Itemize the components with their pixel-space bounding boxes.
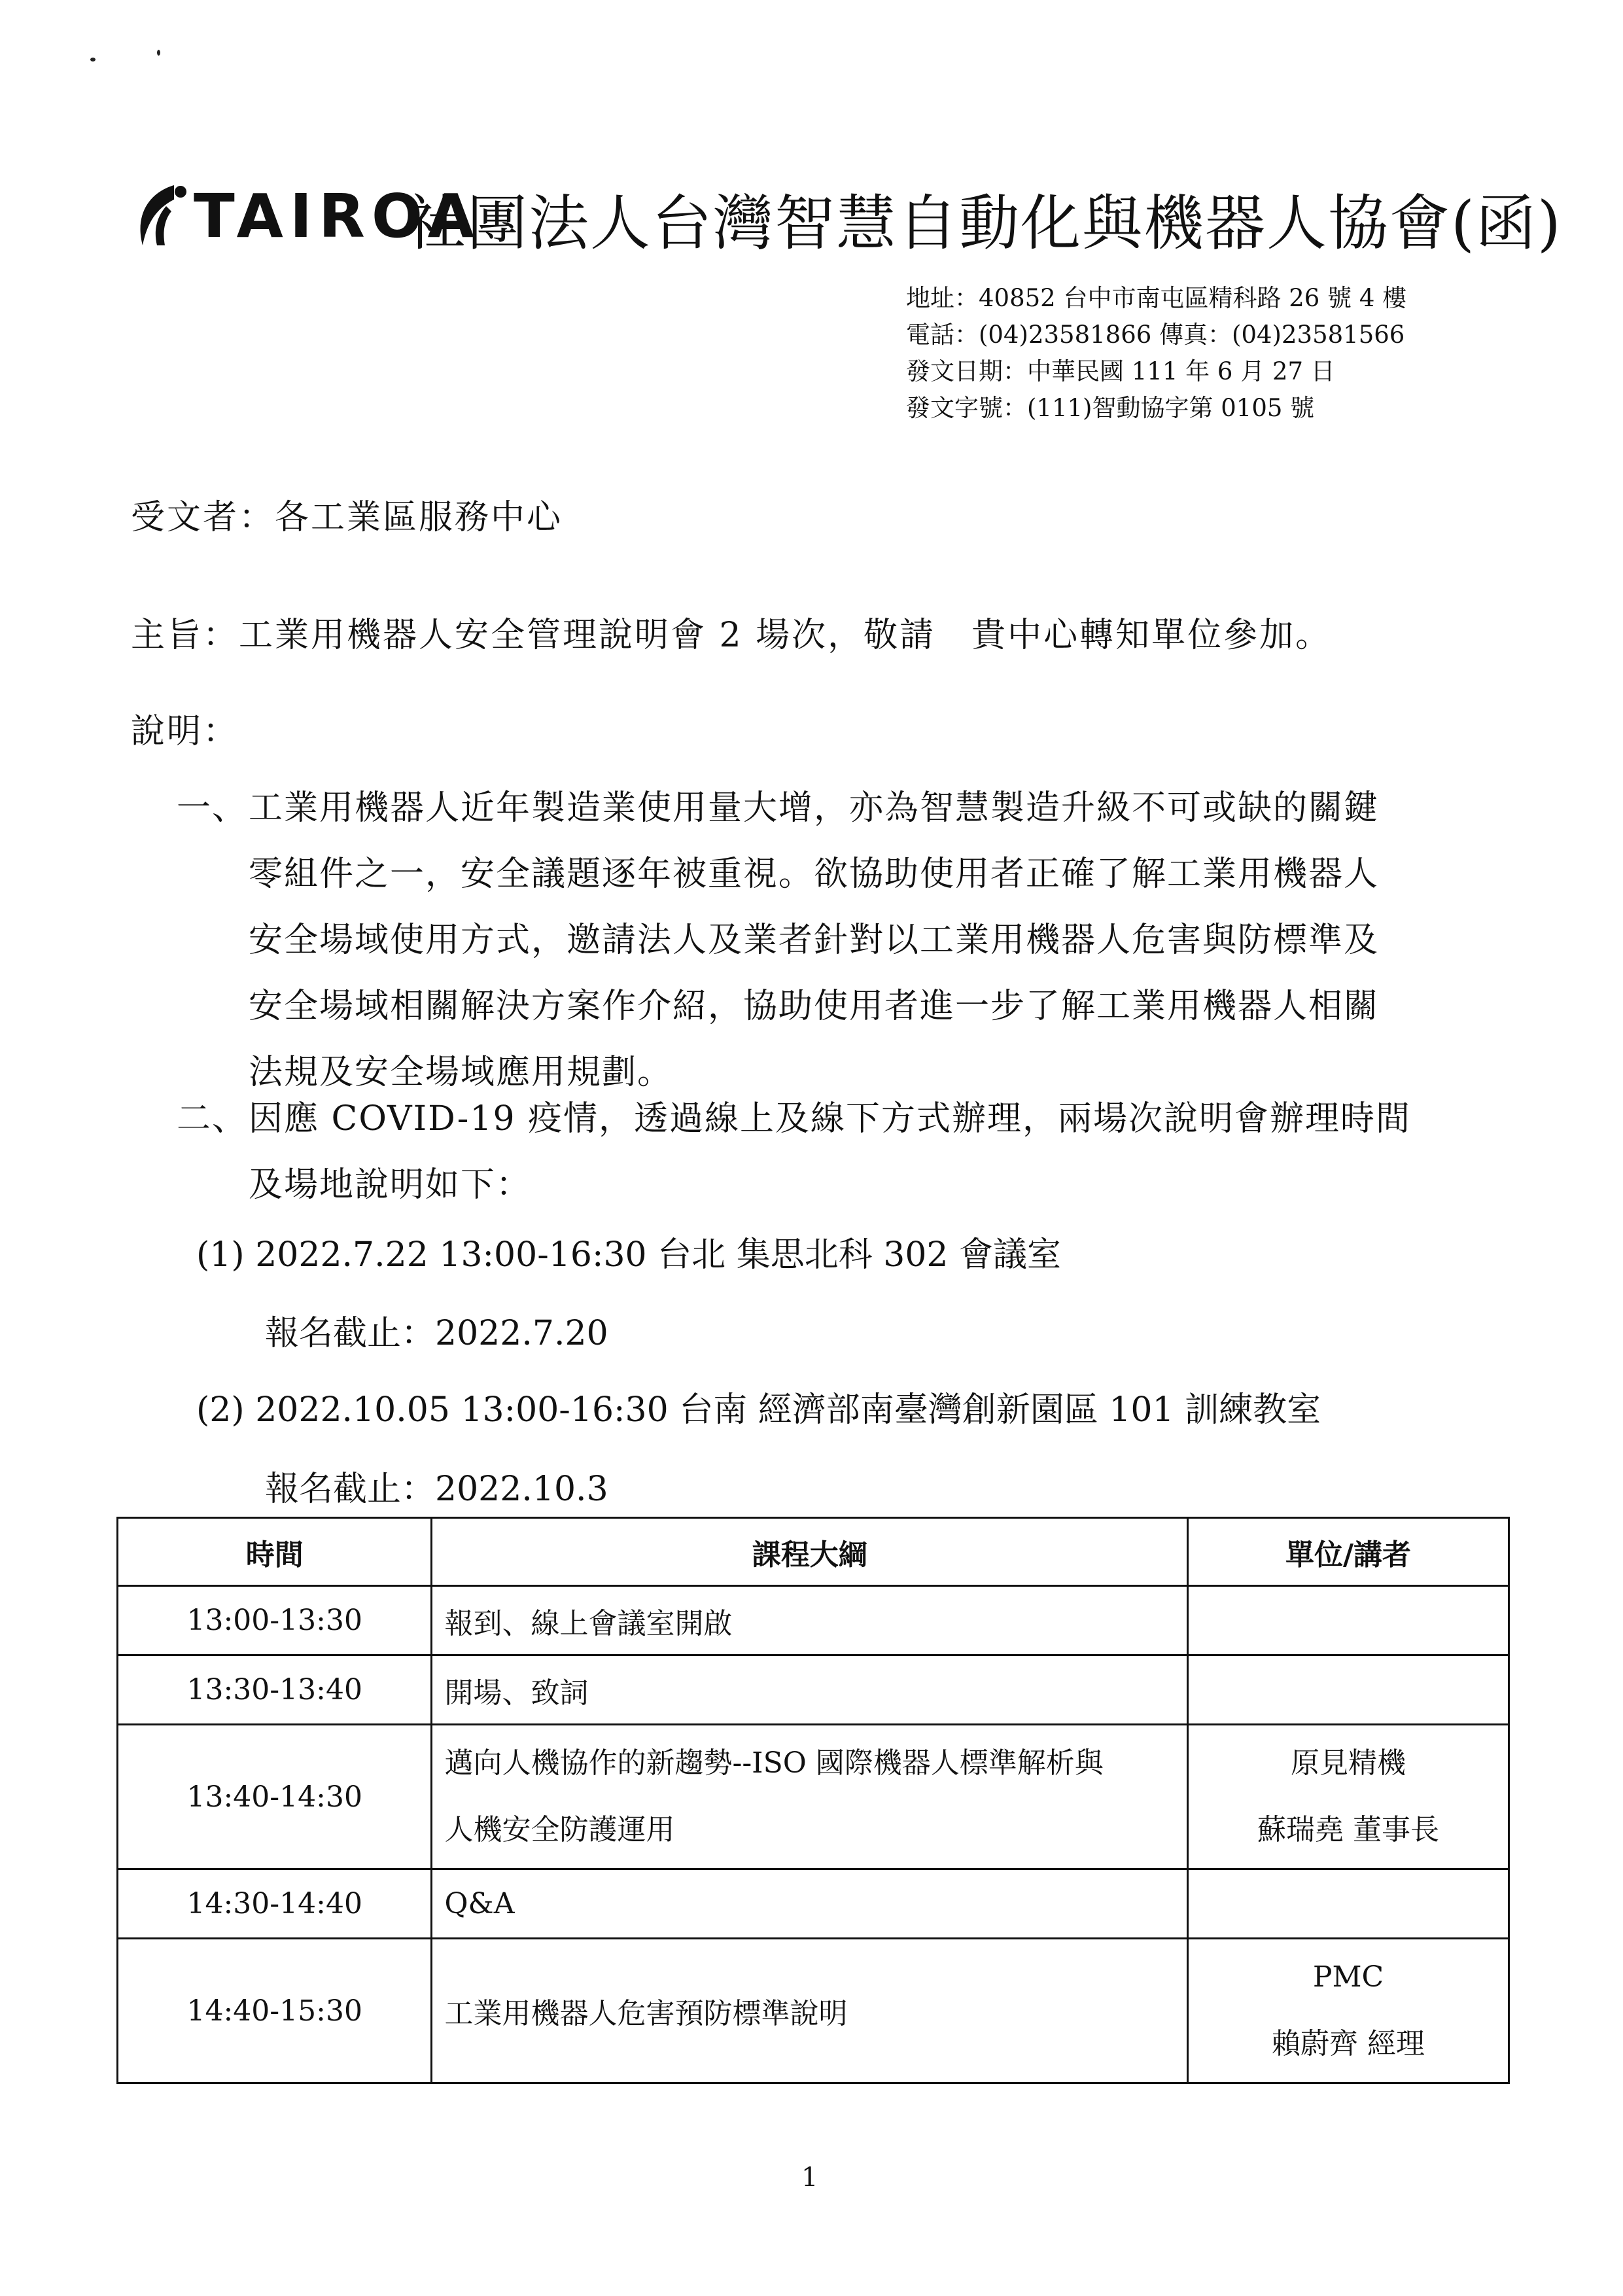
row-topic: Q&A: [432, 1869, 1188, 1939]
row-time: 13:40-14:30: [118, 1725, 432, 1869]
row-speaker: [1188, 1725, 1509, 1869]
row-time: 14:40-15:30: [118, 1939, 432, 2083]
header-speaker: 單位/講者: [1188, 1518, 1509, 1586]
speaker-org: PMC: [1312, 1960, 1384, 1994]
item-line: 法規及安全場域應用規劃。: [249, 1053, 673, 1092]
speaker-name: 賴蔚齊 經理: [1272, 2027, 1425, 2060]
header-topic: 課程大綱: [432, 1518, 1188, 1586]
topic-line: 人機安全防護運用: [444, 1813, 675, 1846]
row-speaker: [1188, 1655, 1509, 1725]
row-topic: 工業用機器人危害預防標準說明: [432, 1939, 1188, 2083]
item-line: 安全場域相關解決方案作介紹，協助使用者進一步了解工業用機器人相關: [249, 987, 1380, 1026]
letter-title: 社團法人台灣智慧自動化與機器人協會(函): [406, 188, 1562, 258]
recipient: 受文者：各工業區服務中心: [131, 498, 563, 537]
row-topic: 報到、線上會議室開啟: [432, 1586, 1188, 1655]
phone-fax: 電話：(04)23581866 傳真：(04)23581566: [906, 321, 1405, 349]
page-number: 1: [801, 2163, 818, 2193]
document-number: 發文字號：(111)智動協字第 0105 號: [906, 394, 1315, 422]
scan-speck: [157, 50, 160, 56]
table-row: [118, 1655, 1509, 1725]
description-item-2: [177, 1086, 1411, 1218]
row-topic: 開場、致詞: [432, 1655, 1188, 1725]
row-speaker: [1188, 1869, 1509, 1939]
table-header-row: [118, 1518, 1509, 1586]
item-line: 工業用機器人近年製造業使用量大增，亦為智慧製造升級不可或缺的關鍵: [249, 788, 1380, 828]
issue-date: 發文日期：中華民國 111 年 6 月 27 日: [906, 357, 1335, 385]
item-line: 零組件之一，安全議題逐年被重視。欲協助使用者正確了解工業用機器人: [249, 855, 1380, 894]
table-row: [118, 1939, 1509, 2083]
speaker-name: 蘇瑞堯 董事長: [1257, 1813, 1440, 1846]
item-line: 安全場域使用方式，邀請法人及業者針對以工業用機器人危害與防標準及: [249, 921, 1380, 960]
subject: 主旨：工業用機器人安全管理說明會 2 場次，敬請 貴中心轉知單位參加。: [131, 616, 1332, 655]
schedule-table: [116, 1517, 1510, 2084]
session-2: (2) 2022.10.05 13:00-16:30 台南 經濟部南臺灣創新園區 101 訓練教室: [196, 1390, 1321, 1430]
table-row: [118, 1586, 1509, 1655]
topic-line: 邁向人機協作的新趨勢--ISO 國際機器人標準解析與: [444, 1746, 1104, 1780]
session-1: (1) 2022.7.22 13:00-16:30 台北 集思北科 302 會議室: [196, 1235, 1062, 1275]
row-speaker: [1188, 1939, 1509, 2083]
address: 地址：40852 台中市南屯區精科路 26 號 4 樓: [906, 284, 1407, 312]
logo-text: TAIROA: [194, 181, 481, 251]
scan-speck: [90, 58, 96, 62]
letter-meta: [906, 280, 1406, 427]
description-label: 說明：: [131, 712, 239, 751]
session-2-deadline: 報名截止：2022.10.3: [265, 1470, 608, 1509]
description-item-1: [177, 775, 1379, 1106]
table-row: [118, 1725, 1509, 1869]
header-time: 時間: [118, 1518, 432, 1586]
row-time: 13:00-13:30: [118, 1586, 432, 1655]
speaker-org: 原見精機: [1291, 1746, 1406, 1780]
item-number: 二、: [177, 1099, 248, 1139]
item-line: 因應 COVID-19 疫情，透過線上及線下方式辦理，兩場次說明會辦理時間: [249, 1099, 1412, 1139]
row-topic: [432, 1725, 1188, 1869]
tairoa-logo-icon: [128, 180, 191, 252]
row-speaker: [1188, 1586, 1509, 1655]
item-number: 一、: [177, 788, 248, 828]
item-line: 及場地說明如下：: [249, 1165, 532, 1205]
row-time: 13:30-13:40: [118, 1655, 432, 1725]
table-row: [118, 1869, 1509, 1939]
session-1-deadline: 報名截止：2022.7.20: [265, 1314, 608, 1353]
row-time: 14:30-14:40: [118, 1869, 432, 1939]
